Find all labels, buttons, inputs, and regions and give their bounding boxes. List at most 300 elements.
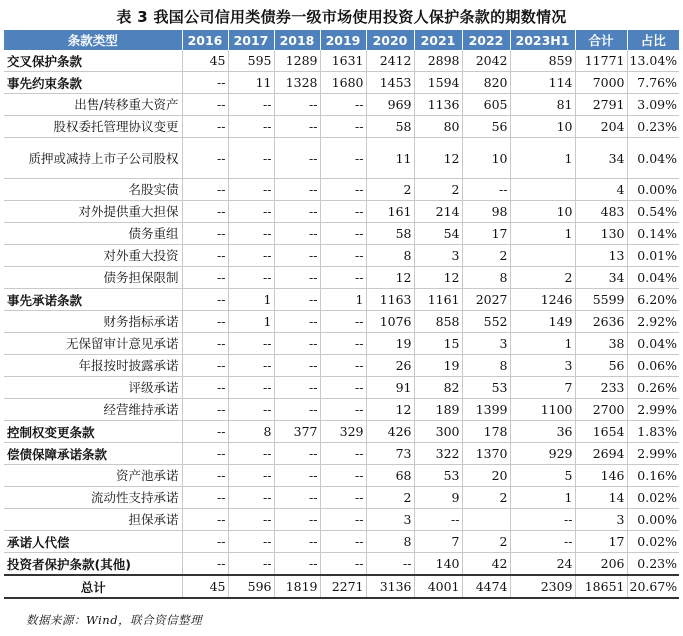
table-cell: -- — [228, 201, 274, 223]
table-cell: -- — [274, 289, 320, 311]
table-cell: 38 — [575, 333, 627, 355]
table-cell: 1163 — [366, 289, 414, 311]
table-title: 表 3 我国公司信用类债券一级市场使用投资人保护条款的期数情况 — [116, 8, 567, 26]
table-cell: 483 — [575, 201, 627, 223]
subcategory-row — [4, 509, 679, 531]
row-label: 偿债保障承诺条款 — [4, 443, 182, 465]
table-cell: 7000 — [575, 72, 627, 94]
table-cell: 1076 — [366, 311, 414, 333]
table-cell: -- — [274, 377, 320, 399]
table-cell: -- — [274, 267, 320, 289]
table-cell: -- — [228, 94, 274, 116]
table-cell: 20 — [462, 465, 510, 487]
category-row — [4, 72, 679, 94]
table-cell: 11 — [228, 72, 274, 94]
table-cell: 2898 — [414, 50, 462, 72]
table-cell: 426 — [366, 421, 414, 443]
subcategory-row — [4, 116, 679, 138]
table-cell: 2 — [462, 531, 510, 553]
table-cell: 149 — [510, 311, 575, 333]
table-cell: 53 — [462, 377, 510, 399]
table-cell — [510, 245, 575, 267]
table-cell: 2027 — [462, 289, 510, 311]
subcategory-row — [4, 487, 679, 509]
table-cell: -- — [228, 531, 274, 553]
table-cell: 4001 — [414, 575, 462, 598]
table-cell: 58 — [366, 116, 414, 138]
table-cell: -- — [320, 487, 366, 509]
table-cell: 146 — [575, 465, 627, 487]
table-cell: -- — [320, 311, 366, 333]
table-cell: 0.01% — [627, 245, 679, 267]
table-cell: 1289 — [274, 50, 320, 72]
table-cell: 12 — [366, 267, 414, 289]
table-cell: 1 — [510, 487, 575, 509]
table-cell: 18651 — [575, 575, 627, 598]
table-cell: 0.14% — [627, 223, 679, 245]
table-cell: -- — [182, 179, 228, 201]
table-cell: 1136 — [414, 94, 462, 116]
row-label: 流动性支持承诺 — [4, 487, 182, 509]
table-cell: -- — [320, 179, 366, 201]
table-cell: 1 — [228, 311, 274, 333]
table-cell: -- — [228, 116, 274, 138]
table-cell: 12 — [414, 138, 462, 179]
table-cell: 8 — [462, 267, 510, 289]
table-cell: 8 — [366, 245, 414, 267]
subcategory-row — [4, 223, 679, 245]
table-cell: -- — [274, 399, 320, 421]
table-cell: -- — [274, 223, 320, 245]
header-cell: 2019 — [320, 30, 366, 50]
table-cell: 2271 — [320, 575, 366, 598]
table-cell: 2 — [510, 267, 575, 289]
header-cell: 2018 — [274, 30, 320, 50]
table-cell: -- — [228, 443, 274, 465]
table-cell: 17 — [462, 223, 510, 245]
table-cell: 1328 — [274, 72, 320, 94]
table-cell: 204 — [575, 116, 627, 138]
table-cell: -- — [182, 116, 228, 138]
table-cell: -- — [274, 311, 320, 333]
table-cell: 820 — [462, 72, 510, 94]
table-cell: 7 — [414, 531, 462, 553]
header-cell: 2017 — [228, 30, 274, 50]
category-row — [4, 443, 679, 465]
table-cell: 80 — [414, 116, 462, 138]
table-cell: -- — [182, 355, 228, 377]
row-label: 事先约束条款 — [4, 72, 182, 94]
row-label: 资产池承诺 — [4, 465, 182, 487]
table-cell: 969 — [366, 94, 414, 116]
subcategory-row — [4, 399, 679, 421]
table-cell: 114 — [510, 72, 575, 94]
table-cell: 10 — [510, 116, 575, 138]
table-cell: 3.09% — [627, 94, 679, 116]
table-cell: 20.67% — [627, 575, 679, 598]
header-cell: 2023H1 — [510, 30, 575, 50]
table-cell: 2636 — [575, 311, 627, 333]
table-cell: 0.54% — [627, 201, 679, 223]
table-cell: 54 — [414, 223, 462, 245]
row-label: 质押或减持上市子公司股权 — [4, 138, 182, 179]
table-cell: 8 — [366, 531, 414, 553]
subcategory-row — [4, 267, 679, 289]
row-label: 总计 — [4, 575, 182, 598]
table-cell: 1 — [510, 333, 575, 355]
table-cell: -- — [182, 245, 228, 267]
table-cell: -- — [228, 333, 274, 355]
table-cell: -- — [182, 267, 228, 289]
table-cell: -- — [274, 487, 320, 509]
table-cell: 0.02% — [627, 531, 679, 553]
subcategory-row — [4, 245, 679, 267]
category-row — [4, 289, 679, 311]
table-cell: 0.23% — [627, 553, 679, 576]
table-cell: 214 — [414, 201, 462, 223]
table-cell: 53 — [414, 465, 462, 487]
table-cell: -- — [320, 553, 366, 576]
subcategory-row — [4, 333, 679, 355]
table-cell: -- — [320, 509, 366, 531]
table-cell: -- — [320, 223, 366, 245]
table-cell: 3 — [462, 333, 510, 355]
table-cell: 5599 — [575, 289, 627, 311]
table-cell: 36 — [510, 421, 575, 443]
table-cell: 73 — [366, 443, 414, 465]
table-cell: 26 — [366, 355, 414, 377]
table-cell: 596 — [228, 575, 274, 598]
table-cell: 8 — [462, 355, 510, 377]
table-cell: 859 — [510, 50, 575, 72]
table-cell: 3136 — [366, 575, 414, 598]
row-label: 交叉保护条款 — [4, 50, 182, 72]
table-cell: -- — [274, 553, 320, 576]
table-cell: 329 — [320, 421, 366, 443]
table-cell: 1 — [510, 223, 575, 245]
table-cell: 0.23% — [627, 116, 679, 138]
table-cell: 19 — [414, 355, 462, 377]
table-cell: -- — [228, 223, 274, 245]
table-cell: -- — [228, 179, 274, 201]
table-cell: -- — [510, 509, 575, 531]
table-cell: -- — [182, 465, 228, 487]
table-cell: 10 — [462, 138, 510, 179]
subcategory-row — [4, 377, 679, 399]
header-cell: 2021 — [414, 30, 462, 50]
table-cell: -- — [228, 553, 274, 576]
table-cell: 19 — [366, 333, 414, 355]
table-cell: 929 — [510, 443, 575, 465]
table-cell: -- — [320, 267, 366, 289]
table-cell: -- — [274, 509, 320, 531]
table-cell: -- — [274, 245, 320, 267]
table-cell: 1161 — [414, 289, 462, 311]
table-cell: 3 — [414, 245, 462, 267]
table-cell: 1654 — [575, 421, 627, 443]
table-cell: -- — [366, 553, 414, 576]
table-cell: 2309 — [510, 575, 575, 598]
header-cell: 2020 — [366, 30, 414, 50]
table-cell: 42 — [462, 553, 510, 576]
table-cell: 45 — [182, 50, 228, 72]
table-cell: -- — [274, 138, 320, 179]
table-cell: 45 — [182, 575, 228, 598]
table-cell: 2.99% — [627, 443, 679, 465]
row-label: 事先承诺条款 — [4, 289, 182, 311]
row-label: 担保承诺 — [4, 509, 182, 531]
table-cell: 7.76% — [627, 72, 679, 94]
table-cell: -- — [274, 465, 320, 487]
table-cell: 2.99% — [627, 399, 679, 421]
table-cell: -- — [320, 138, 366, 179]
table-cell: 2 — [366, 179, 414, 201]
table-cell: 1 — [320, 289, 366, 311]
table-cell: 17 — [575, 531, 627, 553]
table-cell: 189 — [414, 399, 462, 421]
header-row — [4, 30, 679, 50]
table-cell: 2694 — [575, 443, 627, 465]
table-cell: 2 — [366, 487, 414, 509]
table-cell: -- — [274, 355, 320, 377]
table-cell: 13 — [575, 245, 627, 267]
table-cell: 140 — [414, 553, 462, 576]
table-cell: 2042 — [462, 50, 510, 72]
header-cell: 2022 — [462, 30, 510, 50]
table-cell: 300 — [414, 421, 462, 443]
table-cell: 178 — [462, 421, 510, 443]
table-cell: 12 — [366, 399, 414, 421]
table-cell: -- — [274, 179, 320, 201]
table-cell: -- — [510, 531, 575, 553]
table-cell: -- — [320, 465, 366, 487]
row-label: 出售/转移重大资产 — [4, 94, 182, 116]
table-cell: 206 — [575, 553, 627, 576]
table-cell: 322 — [414, 443, 462, 465]
table-cell: 2791 — [575, 94, 627, 116]
row-label: 对外重大投资 — [4, 245, 182, 267]
table-cell: -- — [182, 94, 228, 116]
table-cell: -- — [182, 531, 228, 553]
table-cell: 1.83% — [627, 421, 679, 443]
table-cell: 1100 — [510, 399, 575, 421]
table-cell: -- — [182, 399, 228, 421]
table-cell: 2412 — [366, 50, 414, 72]
table-cell: 56 — [462, 116, 510, 138]
table-cell: 2700 — [575, 399, 627, 421]
table-cell: -- — [320, 355, 366, 377]
table-cell: -- — [228, 509, 274, 531]
table-cell: 0.04% — [627, 333, 679, 355]
table-cell: 13.04% — [627, 50, 679, 72]
table-cell: 233 — [575, 377, 627, 399]
table-cell: -- — [228, 377, 274, 399]
table-cell: 0.16% — [627, 465, 679, 487]
row-label: 股权委托管理协议变更 — [4, 116, 182, 138]
table-cell: 377 — [274, 421, 320, 443]
header-cell: 2016 — [182, 30, 228, 50]
table-cell: 130 — [575, 223, 627, 245]
table-cell: -- — [274, 116, 320, 138]
table-cell: 4474 — [462, 575, 510, 598]
table-cell: 34 — [575, 267, 627, 289]
table-cell — [510, 179, 575, 201]
table-cell: 0.04% — [627, 138, 679, 179]
row-label: 投资者保护条款(其他) — [4, 553, 182, 576]
table-cell: 161 — [366, 201, 414, 223]
subcategory-row — [4, 465, 679, 487]
table-cell: 1819 — [274, 575, 320, 598]
total-row — [4, 575, 679, 598]
table-cell: 3 — [575, 509, 627, 531]
table-cell: 6.20% — [627, 289, 679, 311]
table-cell: 24 — [510, 553, 575, 576]
table-cell: 3 — [510, 355, 575, 377]
table-cell: -- — [228, 465, 274, 487]
table-cell — [462, 509, 510, 531]
table-cell: 82 — [414, 377, 462, 399]
table-cell: 2 — [462, 245, 510, 267]
table-cell: -- — [228, 487, 274, 509]
table-cell: 858 — [414, 311, 462, 333]
header-cell: 合计 — [575, 30, 627, 50]
table-cell: -- — [228, 138, 274, 179]
subcategory-row — [4, 355, 679, 377]
row-label: 名股实债 — [4, 179, 182, 201]
subcategory-row — [4, 201, 679, 223]
table-cell: 2 — [462, 487, 510, 509]
table-cell: 9 — [414, 487, 462, 509]
table-cell: -- — [182, 223, 228, 245]
table-cell: -- — [320, 377, 366, 399]
header-cell: 条款类型 — [4, 30, 182, 50]
table-cell: 3 — [366, 509, 414, 531]
table-cell: 98 — [462, 201, 510, 223]
table-cell: 1631 — [320, 50, 366, 72]
table-cell: 34 — [575, 138, 627, 179]
table-cell: -- — [414, 509, 462, 531]
table-cell: -- — [182, 138, 228, 179]
table-cell: -- — [182, 311, 228, 333]
table-cell: 8 — [228, 421, 274, 443]
category-row — [4, 531, 679, 553]
table-cell: 58 — [366, 223, 414, 245]
table-cell: -- — [182, 421, 228, 443]
table-cell: -- — [274, 201, 320, 223]
table-cell: 1453 — [366, 72, 414, 94]
table-cell: -- — [182, 487, 228, 509]
table-cell: 81 — [510, 94, 575, 116]
row-label: 财务指标承诺 — [4, 311, 182, 333]
table-cell: -- — [320, 201, 366, 223]
table-cell: 1246 — [510, 289, 575, 311]
table-cell: 1 — [510, 138, 575, 179]
table-cell: 7 — [510, 377, 575, 399]
row-label: 对外提供重大担保 — [4, 201, 182, 223]
table-cell: -- — [320, 333, 366, 355]
table-cell: 0.02% — [627, 487, 679, 509]
category-row — [4, 553, 679, 576]
source-note: 数据来源：Wind，联合资信整理 — [26, 613, 203, 627]
row-label: 经营维持承诺 — [4, 399, 182, 421]
table-cell: -- — [274, 531, 320, 553]
table-cell: 1399 — [462, 399, 510, 421]
table-cell: 0.00% — [627, 509, 679, 531]
row-label: 债务担保限制 — [4, 267, 182, 289]
table-cell: 2 — [414, 179, 462, 201]
table-cell: -- — [182, 333, 228, 355]
category-row — [4, 50, 679, 72]
table-cell: 595 — [228, 50, 274, 72]
table-cell: -- — [320, 116, 366, 138]
table-cell: -- — [462, 179, 510, 201]
table-cell: 56 — [575, 355, 627, 377]
table-cell: 91 — [366, 377, 414, 399]
table-cell: 1680 — [320, 72, 366, 94]
table-cell: 11771 — [575, 50, 627, 72]
table-cell: 1 — [228, 289, 274, 311]
table-cell: -- — [182, 289, 228, 311]
row-label: 承诺人代偿 — [4, 531, 182, 553]
table-cell: -- — [274, 333, 320, 355]
table-cell: 15 — [414, 333, 462, 355]
row-label: 年报按时披露承诺 — [4, 355, 182, 377]
subcategory-row — [4, 138, 679, 179]
table-cell: -- — [320, 531, 366, 553]
table-cell: 4 — [575, 179, 627, 201]
table-cell: 12 — [414, 267, 462, 289]
subcategory-row — [4, 179, 679, 201]
table-cell: 605 — [462, 94, 510, 116]
row-label: 评级承诺 — [4, 377, 182, 399]
table-cell: -- — [228, 267, 274, 289]
table-cell: -- — [274, 443, 320, 465]
table-cell: 0.00% — [627, 179, 679, 201]
table-cell: -- — [274, 94, 320, 116]
table-cell: 11 — [366, 138, 414, 179]
table-cell: 10 — [510, 201, 575, 223]
table-cell: -- — [320, 245, 366, 267]
table-cell: 0.26% — [627, 377, 679, 399]
table-cell: 1594 — [414, 72, 462, 94]
subcategory-row — [4, 94, 679, 116]
row-label: 控制权变更条款 — [4, 421, 182, 443]
row-label: 债务重组 — [4, 223, 182, 245]
table-cell: -- — [228, 245, 274, 267]
table-cell: 5 — [510, 465, 575, 487]
table-cell: 1370 — [462, 443, 510, 465]
table-cell: -- — [228, 399, 274, 421]
table-cell: 68 — [366, 465, 414, 487]
table-cell: -- — [182, 443, 228, 465]
table-cell: -- — [182, 72, 228, 94]
table-cell: 552 — [462, 311, 510, 333]
table-cell: -- — [182, 553, 228, 576]
table-cell: -- — [182, 509, 228, 531]
table-cell: -- — [228, 355, 274, 377]
table-cell: -- — [320, 399, 366, 421]
table-cell: -- — [182, 377, 228, 399]
investor-protection-table — [4, 30, 679, 599]
table-cell: -- — [320, 94, 366, 116]
header-cell: 占比 — [627, 30, 679, 50]
table-cell: -- — [182, 201, 228, 223]
table-cell: 14 — [575, 487, 627, 509]
row-label: 无保留审计意见承诺 — [4, 333, 182, 355]
subcategory-row — [4, 311, 679, 333]
table-cell: 0.06% — [627, 355, 679, 377]
category-row — [4, 421, 679, 443]
